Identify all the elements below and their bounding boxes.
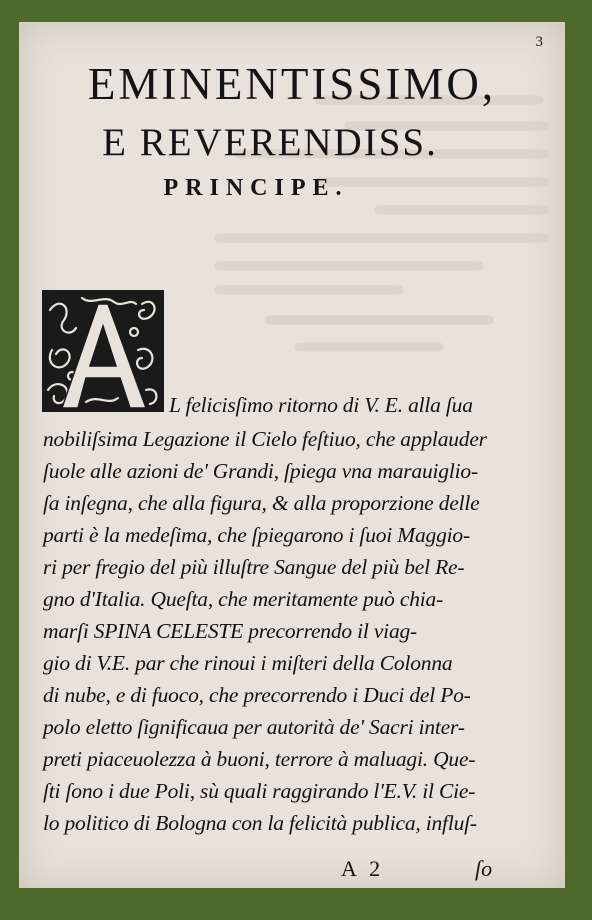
- text-line: ſti ſono i due Poli, sù quali raggirando l'E.V. il Cie-: [43, 779, 476, 803]
- text-line: polo eletto ſignificaua per autorità de' Sacri inter-: [43, 715, 465, 739]
- text-line: di nube, e di fuoco, che precorrendo i Duci del Po-: [43, 683, 471, 707]
- heading-line-3: PRINCIPE.: [163, 175, 349, 201]
- text-line: ri per fregio del più illuſtre Sangue del più bel Re-: [43, 555, 465, 579]
- heading-line-2: E REVERENDISS.: [102, 121, 438, 164]
- text-line: marſi SPINA CELESTE precorrendo il viag-: [43, 619, 418, 643]
- text-line: ſuole alle azioni de' Grandi, ſpiega vna marauiglio-: [43, 459, 478, 483]
- text-line: parti è la medeſima, che ſpiegarono i ſuoi Maggio-: [43, 523, 470, 547]
- folio-number: 3: [535, 34, 543, 50]
- text-line: nobiliſsima Legazione il Cielo feſtiuo, che applauder: [43, 427, 487, 451]
- signature-mark: A 2: [341, 856, 385, 881]
- text-line: gio di V.E. par che rinoui i miſteri della Colonna: [43, 651, 453, 675]
- catchword: ſo: [475, 856, 493, 881]
- decorated-initial-a-icon: [42, 290, 164, 412]
- text-line: L felicisſimo ritorno di V. E. alla ſua: [169, 393, 473, 417]
- text-line: lo politico di Bologna con la felicità publica, influſ-: [43, 811, 477, 835]
- text-line: ſa inſegna, che alla figura, & alla proporzione delle: [43, 491, 480, 515]
- book-page: [19, 22, 565, 888]
- heading-line-1: EMINENTISSIMO,: [87, 59, 497, 109]
- text-line: gno d'Italia. Queſta, che meritamente può chia-: [43, 587, 444, 611]
- text-line: preti piaceuolezza à buoni, terrore à maluagi. Que-: [43, 747, 476, 771]
